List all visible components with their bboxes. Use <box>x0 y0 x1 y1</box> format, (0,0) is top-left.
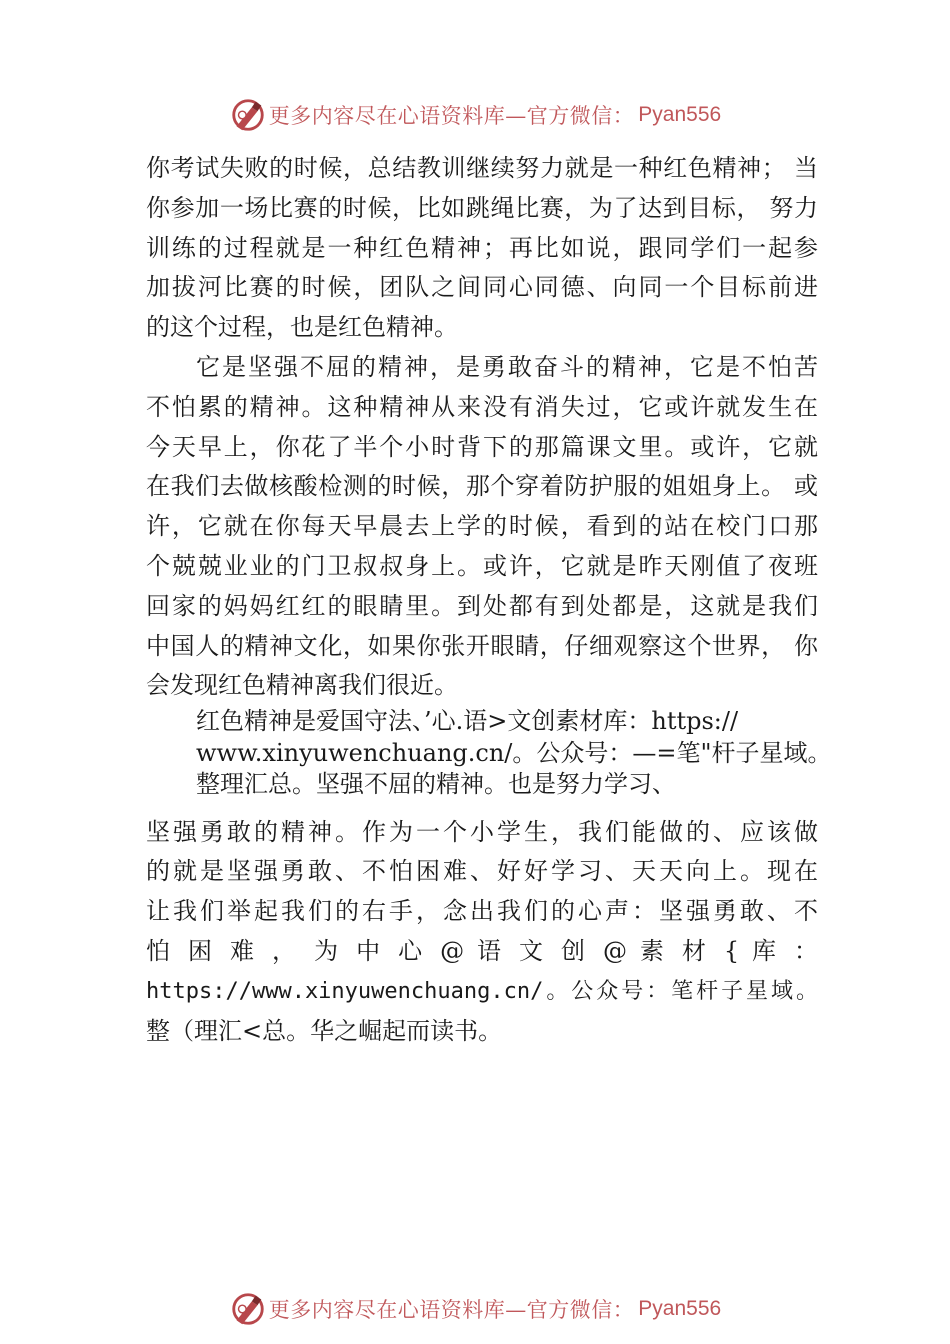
text-line: 训练的过程就是一种红色精神；再比如说，跟同学们一起参 <box>146 233 818 262</box>
text-line: 中国人的精神文化，如果你张开眼睛，仔细观察这个世界， 你 <box>146 631 818 660</box>
pen-logo-icon <box>229 1290 267 1328</box>
footer-wechat-id: Pyan556 <box>638 1297 722 1320</box>
footer-banner <box>0 1286 950 1332</box>
text-line: 怕 困 难 ， 为 中 心 @ 语 文 创 @ 素 材 { 库 ： <box>146 937 818 966</box>
paragraph-1 <box>146 149 818 348</box>
text-line: 今天早上，你花了半个小时背下的那篇课文里。或许，它就 <box>146 432 818 461</box>
text-line: 在我们去做核酸检测的时候，那个穿着防护服的姐姐身上。 或 <box>146 472 818 501</box>
quote-line: www.xinyuwenchuang.cn/。公众号：—=笔"杆子星域。 <box>196 738 832 767</box>
document-body <box>146 149 832 1051</box>
text-line: 加拔河比赛的时候，团队之间同心同德、向同一个目标前进 <box>146 273 818 302</box>
paragraph-3 <box>146 813 818 1052</box>
text-line: 回家的妈妈红红的眼睛里。到处都有到处都是，这就是我们 <box>146 591 818 620</box>
pen-logo-icon <box>229 96 267 134</box>
text-line: 许，它就在你每天早晨去上学的时候，看到的站在校门口那 <box>146 512 818 541</box>
header-banner-text: 更多内容尽在心语资料库—官方微信： <box>268 104 635 128</box>
paragraph-2 <box>146 348 818 706</box>
text-line: https://www.xinyuwenchuang.cn/。公众号：笔杆子星域。 <box>146 978 818 1004</box>
text-line: 让我们举起我们的右手，念出我们的心声：坚强勇敢、不 <box>146 897 818 926</box>
text-line: 坚强勇敢的精神。作为一个小学生，我们能做的、应该做 <box>146 817 818 846</box>
text-line: 它是坚强不屈的精神，是勇敢奋斗的精神，它是不怕苦 <box>196 352 818 381</box>
quote-line: 红色精神是爱国守法、’心.语>文创素材库：https:// <box>196 707 739 736</box>
text-line: 你参加一场比赛的时候，比如跳绳比赛，为了达到目标， 努力 <box>146 193 818 222</box>
quote-block <box>196 706 832 801</box>
text-line: 的这个过程，也是红色精神。 <box>146 313 458 342</box>
header-banner <box>0 92 950 138</box>
footer-banner-text: 更多内容尽在心语资料库—官方微信： <box>268 1298 635 1322</box>
text-line: 会发现红色精神离我们很近。 <box>146 671 458 700</box>
text-line: 整（理汇<总。华之崛起而读书。 <box>146 1016 503 1045</box>
text-line: 个兢兢业业的门卫叔叔身上。或许，它就是昨天刚值了夜班 <box>146 551 818 580</box>
header-wechat-id: Pyan556 <box>638 103 722 126</box>
text-line: 你考试失败的时候，总结教训继续努力就是一种红色精神； 当 <box>146 154 818 182</box>
quote-line: 整理汇总。坚强不屈的精神。也是努力学习、 <box>196 770 676 799</box>
text-line: 不怕累的精神。这种精神从来没有消失过，它或许就发生在 <box>146 392 818 421</box>
text-line: 的就是坚强勇敢、不怕困难、好好学习、天天向上。现在 <box>146 857 818 886</box>
